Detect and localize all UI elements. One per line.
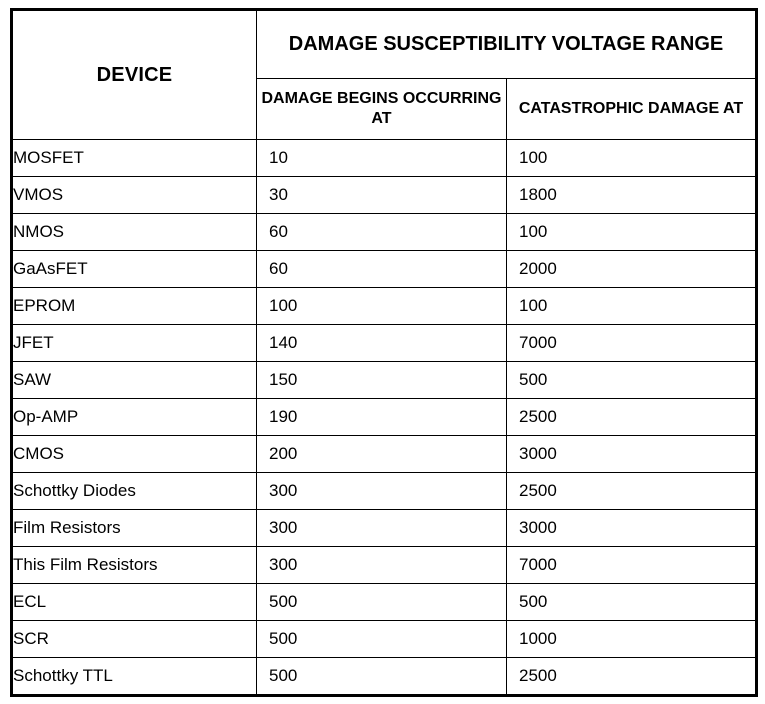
cell-device: Film Resistors [12, 510, 257, 547]
column-header-device: DEVICE [12, 10, 257, 140]
table-row [12, 584, 757, 621]
cell-damage-begins: 190 [257, 399, 507, 436]
cell-device: VMOS [12, 177, 257, 214]
cell-damage-begins: 60 [257, 251, 507, 288]
table-row [12, 251, 757, 288]
cell-device: Schottky TTL [12, 658, 257, 696]
table-row [12, 473, 757, 510]
cell-damage-begins: 300 [257, 510, 507, 547]
cell-catastrophic: 3000 [507, 436, 757, 473]
cell-catastrophic: 500 [507, 362, 757, 399]
table-body [12, 140, 757, 696]
cell-device: GaAsFET [12, 251, 257, 288]
header-row-top [12, 10, 757, 79]
cell-device: ECL [12, 584, 257, 621]
cell-damage-begins: 500 [257, 658, 507, 696]
cell-damage-begins: 300 [257, 547, 507, 584]
cell-device: This Film Resistors [12, 547, 257, 584]
cell-catastrophic: 3000 [507, 510, 757, 547]
cell-damage-begins: 10 [257, 140, 507, 177]
cell-catastrophic: 100 [507, 214, 757, 251]
table-row [12, 399, 757, 436]
cell-device: Op-AMP [12, 399, 257, 436]
cell-device: EPROM [12, 288, 257, 325]
table-row [12, 547, 757, 584]
cell-catastrophic: 7000 [507, 547, 757, 584]
cell-catastrophic: 1000 [507, 621, 757, 658]
table-row [12, 510, 757, 547]
cell-catastrophic: 1800 [507, 177, 757, 214]
cell-damage-begins: 500 [257, 621, 507, 658]
cell-catastrophic: 2500 [507, 473, 757, 510]
table-row [12, 214, 757, 251]
cell-device: MOSFET [12, 140, 257, 177]
column-header-group-damage-susceptibility: DAMAGE SUSCEPTIBILITY VOLTAGE RANGE [257, 10, 757, 79]
cell-damage-begins: 500 [257, 584, 507, 621]
cell-damage-begins: 100 [257, 288, 507, 325]
cell-device: JFET [12, 325, 257, 362]
table-row [12, 177, 757, 214]
cell-catastrophic: 7000 [507, 325, 757, 362]
cell-damage-begins: 30 [257, 177, 507, 214]
cell-catastrophic: 100 [507, 140, 757, 177]
cell-catastrophic: 100 [507, 288, 757, 325]
column-header-catastrophic-damage: CATASTROPHIC DAMAGE AT [507, 78, 757, 139]
cell-damage-begins: 200 [257, 436, 507, 473]
damage-susceptibility-table [10, 8, 758, 697]
column-header-damage-begins: DAMAGE BEGINS OCCURRING AT [257, 78, 507, 139]
table-row [12, 658, 757, 696]
cell-device: CMOS [12, 436, 257, 473]
table-row [12, 325, 757, 362]
table-row [12, 362, 757, 399]
table-row [12, 436, 757, 473]
table-row [12, 288, 757, 325]
cell-catastrophic: 2000 [507, 251, 757, 288]
cell-catastrophic: 500 [507, 584, 757, 621]
cell-damage-begins: 60 [257, 214, 507, 251]
cell-device: Schottky Diodes [12, 473, 257, 510]
table-row [12, 621, 757, 658]
cell-damage-begins: 140 [257, 325, 507, 362]
cell-catastrophic: 2500 [507, 399, 757, 436]
table-header [12, 10, 757, 140]
cell-device: SCR [12, 621, 257, 658]
cell-device: SAW [12, 362, 257, 399]
cell-damage-begins: 300 [257, 473, 507, 510]
cell-catastrophic: 2500 [507, 658, 757, 696]
cell-device: NMOS [12, 214, 257, 251]
table-row [12, 140, 757, 177]
cell-damage-begins: 150 [257, 362, 507, 399]
